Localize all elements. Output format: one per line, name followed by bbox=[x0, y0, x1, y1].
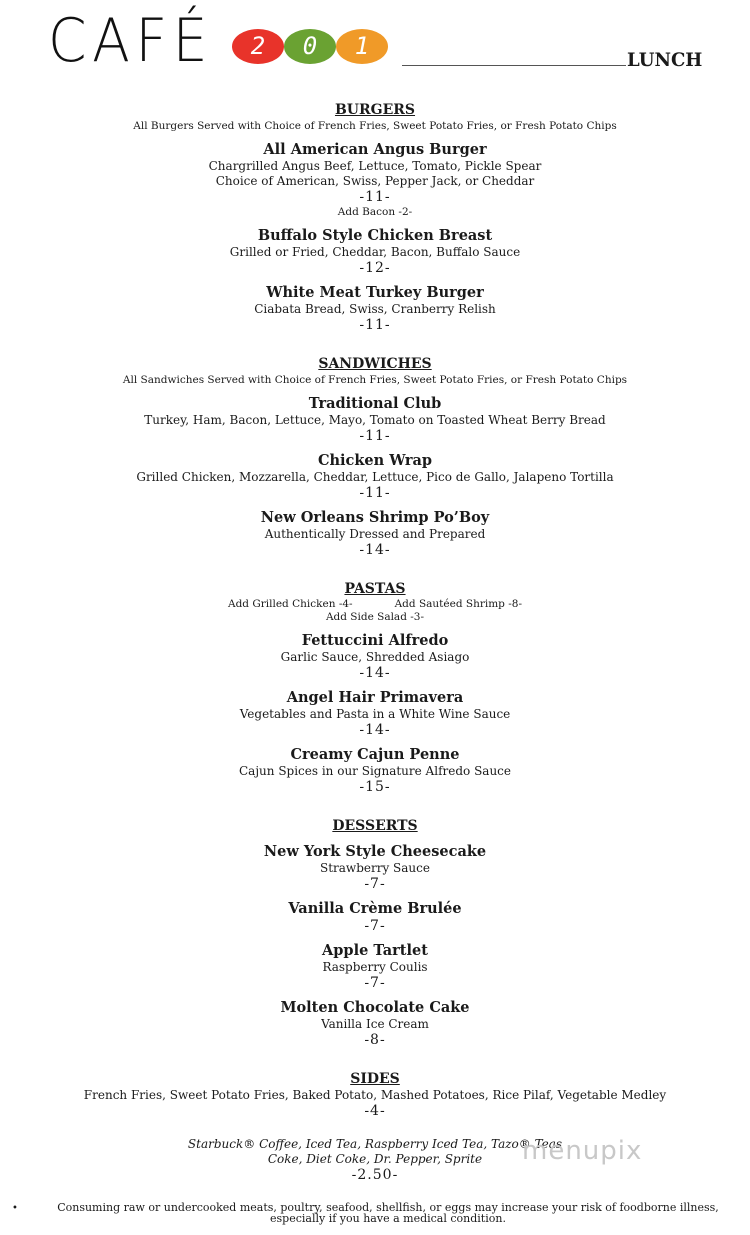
section-desserts bbox=[0, 817, 750, 1048]
item-name: Traditional Club bbox=[308, 395, 442, 412]
item-price: -2.50- bbox=[351, 1167, 399, 1183]
item-description: Chargrilled Angus Beef, Lettuce, Tomato, Pickle Spear bbox=[208, 159, 542, 173]
menu-item bbox=[0, 509, 750, 558]
item-description: Grilled Chicken, Mozzarella, Cheddar, Lettuce, Pico de Gallo, Jalapeno Tortilla bbox=[136, 470, 614, 484]
item-name: Buffalo Style Chicken Breast bbox=[257, 227, 493, 244]
item-name: New Orleans Shrimp Po’Boy bbox=[260, 509, 490, 526]
item-description: Cajun Spices in our Signature Alfredo Sauce bbox=[238, 764, 511, 778]
item-name: All American Angus Burger bbox=[263, 141, 487, 158]
logo-digit-circle-orange: 1 bbox=[336, 29, 388, 64]
menu-item bbox=[0, 227, 750, 276]
section-pastas bbox=[0, 580, 750, 795]
logo-wordmark: CAFÉ bbox=[48, 6, 214, 76]
item-description: Garlic Sauce, Shredded Asiago bbox=[280, 650, 470, 664]
logo-digit-circle-red: 2 bbox=[232, 29, 284, 64]
item-description: Strawberry Sauce bbox=[320, 861, 430, 875]
menu-item bbox=[0, 141, 750, 219]
logo-digit-circle-green: 0 bbox=[284, 29, 336, 64]
section-title: SANDWICHES bbox=[318, 356, 432, 372]
header-divider bbox=[402, 65, 626, 66]
menu-item bbox=[0, 284, 750, 333]
item-price: -4- bbox=[364, 1103, 386, 1119]
item-price: -11- bbox=[359, 428, 391, 444]
section-title: BURGERS bbox=[334, 102, 416, 118]
item-description: Choice of American, Swiss, Pepper Jack, or Cheddar bbox=[215, 174, 535, 188]
item-name: Angel Hair Primavera bbox=[286, 689, 464, 706]
item-name: Molten Chocolate Cake bbox=[280, 999, 470, 1016]
pasta-addons bbox=[0, 598, 750, 611]
section-burgers bbox=[0, 101, 750, 333]
item-price: -11- bbox=[359, 189, 391, 205]
item-name: New York Style Cheesecake bbox=[263, 843, 487, 860]
item-name: White Meat Turkey Burger bbox=[266, 284, 484, 301]
item-price: -15- bbox=[359, 779, 391, 795]
addon-grilled-chicken: Add Grilled Chicken -4- bbox=[227, 598, 353, 610]
item-price: -11- bbox=[359, 485, 391, 501]
drinks-list: Starbuck® Coffee, Iced Tea, Raspberry Iced Tea, Tazo® Teas bbox=[187, 1137, 563, 1151]
section-note: All Burgers Served with Choice of French Fries, Sweet Potato Fries, or Fresh Potato Chips bbox=[133, 120, 617, 132]
item-description: Ciabata Bread, Swiss, Cranberry Relish bbox=[254, 302, 496, 316]
item-price: -11- bbox=[359, 317, 391, 333]
item-description: Vanilla Ice Cream bbox=[321, 1017, 429, 1031]
bullet-icon: • bbox=[12, 1203, 18, 1214]
section-title: SIDES bbox=[350, 1071, 400, 1087]
watermark: menupix bbox=[522, 1136, 643, 1166]
item-description: Grilled or Fried, Cheddar, Bacon, Buffalo Sauce bbox=[229, 245, 521, 259]
menu-item bbox=[0, 746, 750, 795]
item-description: Raspberry Coulis bbox=[322, 960, 428, 974]
section-title: PASTAS bbox=[344, 581, 406, 597]
item-description: Turkey, Ham, Bacon, Lettuce, Mayo, Tomato on Toasted Wheat Berry Bread bbox=[144, 413, 606, 427]
item-name: Vanilla Crème Brulée bbox=[288, 900, 462, 917]
item-price: -7- bbox=[364, 918, 386, 934]
item-description: Vegetables and Pasta in a White Wine Sauce bbox=[239, 707, 511, 721]
section-note: All Sandwiches Served with Choice of French Fries, Sweet Potato Fries, or Fresh Potato Chips bbox=[122, 374, 628, 386]
item-name: Chicken Wrap bbox=[317, 452, 433, 469]
menu-item bbox=[0, 452, 750, 501]
item-price: -8- bbox=[364, 1032, 386, 1048]
menu-item bbox=[0, 999, 750, 1048]
section-sandwiches bbox=[0, 355, 750, 558]
item-price: -12- bbox=[359, 260, 391, 276]
item-name: Fettuccini Alfredo bbox=[301, 632, 449, 649]
item-price: -14- bbox=[359, 542, 391, 558]
sides-list: French Fries, Sweet Potato Fries, Baked Potato, Mashed Potatoes, Rice Pilaf, Vegetable Medley bbox=[83, 1088, 667, 1102]
menu-type-label: LUNCH bbox=[627, 49, 703, 71]
menu-item bbox=[0, 843, 750, 892]
disclaimer-text: Consuming raw or undercooked meats, poultry, seafood, shellfish, or eggs may increase your risk of foodborne illness, especially if you have a medical condition. bbox=[57, 1201, 719, 1225]
food-safety-disclaimer bbox=[0, 1202, 750, 1224]
section-title: DESSERTS bbox=[332, 818, 418, 834]
addon-side-salad: Add Side Salad -3- bbox=[325, 611, 425, 623]
menu-item bbox=[0, 942, 750, 991]
menu-item bbox=[0, 632, 750, 681]
item-name: Creamy Cajun Penne bbox=[290, 746, 460, 763]
addon-sauteed-shrimp: Add Sautéed Shrimp -8- bbox=[394, 598, 523, 610]
menu-header bbox=[0, 0, 750, 90]
item-price: -7- bbox=[364, 876, 386, 892]
menu-item bbox=[0, 395, 750, 444]
item-name: Apple Tartlet bbox=[322, 942, 428, 959]
item-price: -7- bbox=[364, 975, 386, 991]
section-sides bbox=[0, 1070, 750, 1119]
menu-item bbox=[0, 900, 750, 934]
item-price: -14- bbox=[359, 665, 391, 681]
item-price: -14- bbox=[359, 722, 391, 738]
menu-body bbox=[0, 101, 750, 1183]
drinks-list: Coke, Diet Coke, Dr. Pepper, Sprite bbox=[267, 1152, 483, 1166]
item-addon: Add Bacon -2- bbox=[337, 206, 413, 218]
item-description: Authentically Dressed and Prepared bbox=[264, 527, 486, 541]
menu-item bbox=[0, 689, 750, 738]
